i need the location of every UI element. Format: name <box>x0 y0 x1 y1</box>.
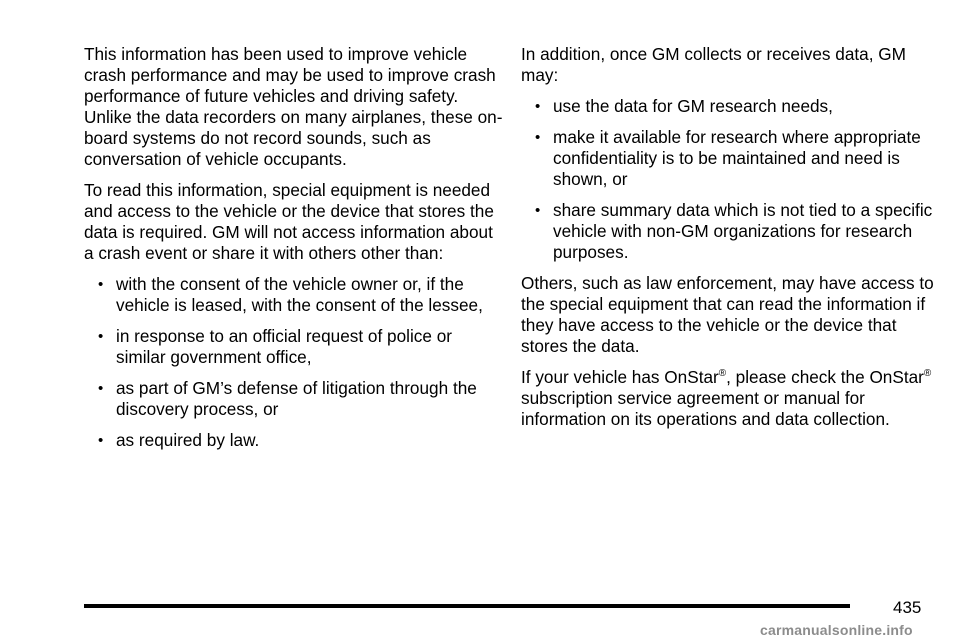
left-column <box>84 44 504 461</box>
list-item <box>521 127 941 190</box>
onstar-text-part1: If your vehicle has OnStar <box>521 367 719 387</box>
list-item-text: in response to an official request of police or similar government office, <box>116 326 452 367</box>
list-item <box>521 200 941 263</box>
page-number: 435 <box>893 598 922 617</box>
paragraph-reading-information: To read this information, special equipment is needed and access to the vehicle or the device that stores the data is required. GM will not access information about a crash event or share it with others other than: <box>84 180 494 263</box>
bullet-list-sharing-conditions <box>84 274 504 451</box>
onstar-text-part2: , please check the OnStar <box>726 367 924 387</box>
paragraph-onstar <box>521 367 941 430</box>
list-item-text: with the consent of the vehicle owner or, if the vehicle is leased, with the consent of the lessee, <box>116 274 483 315</box>
list-item <box>84 274 504 316</box>
list-item-text: as required by law. <box>116 430 260 450</box>
bullet-icon: • <box>98 276 104 293</box>
list-item <box>84 430 504 451</box>
bullet-icon: • <box>98 328 104 345</box>
right-column <box>521 44 941 440</box>
list-item <box>84 378 504 420</box>
onstar-text-part3: subscription service agreement or manual for information on its operations and data collection. <box>521 388 890 429</box>
registered-mark: ® <box>718 368 727 379</box>
bullet-icon: • <box>535 129 541 146</box>
bullet-icon: • <box>535 98 541 115</box>
watermark: carmanualsonline.info <box>760 622 913 638</box>
bullet-icon: • <box>535 202 541 219</box>
footer-rule <box>84 604 850 608</box>
bullet-icon: • <box>98 380 104 397</box>
bullet-icon: • <box>98 432 104 449</box>
list-item-text: make it available for research where appropriate confidentiality is to be maintained and need is shown, or <box>553 127 921 189</box>
list-item-text: use the data for GM research needs, <box>553 96 833 116</box>
paragraph-law-enforcement: Others, such as law enforcement, may have access to the special equipment that can read the information if they have access to the vehicle or the device that stores the data. <box>521 273 934 356</box>
paragraph-crash-performance: This information has been used to improve vehicle crash performance and may be used to improve crash performance of future vehicles and driving safety. Unlike the data recorders on many airplanes, these on-board systems do not record sounds, such as conversation of vehicle occupants. <box>84 44 503 169</box>
list-item <box>521 96 941 117</box>
registered-mark: ® <box>923 368 932 379</box>
list-item-text: share summary data which is not tied to a specific vehicle with non-GM organizations for research purposes. <box>553 200 933 262</box>
paragraph-gm-may: In addition, once GM collects or receives data, GM may: <box>521 44 906 85</box>
list-item <box>84 326 504 368</box>
bullet-list-gm-uses <box>521 96 941 263</box>
list-item-text: as part of GM’s defense of litigation through the discovery process, or <box>116 378 477 419</box>
